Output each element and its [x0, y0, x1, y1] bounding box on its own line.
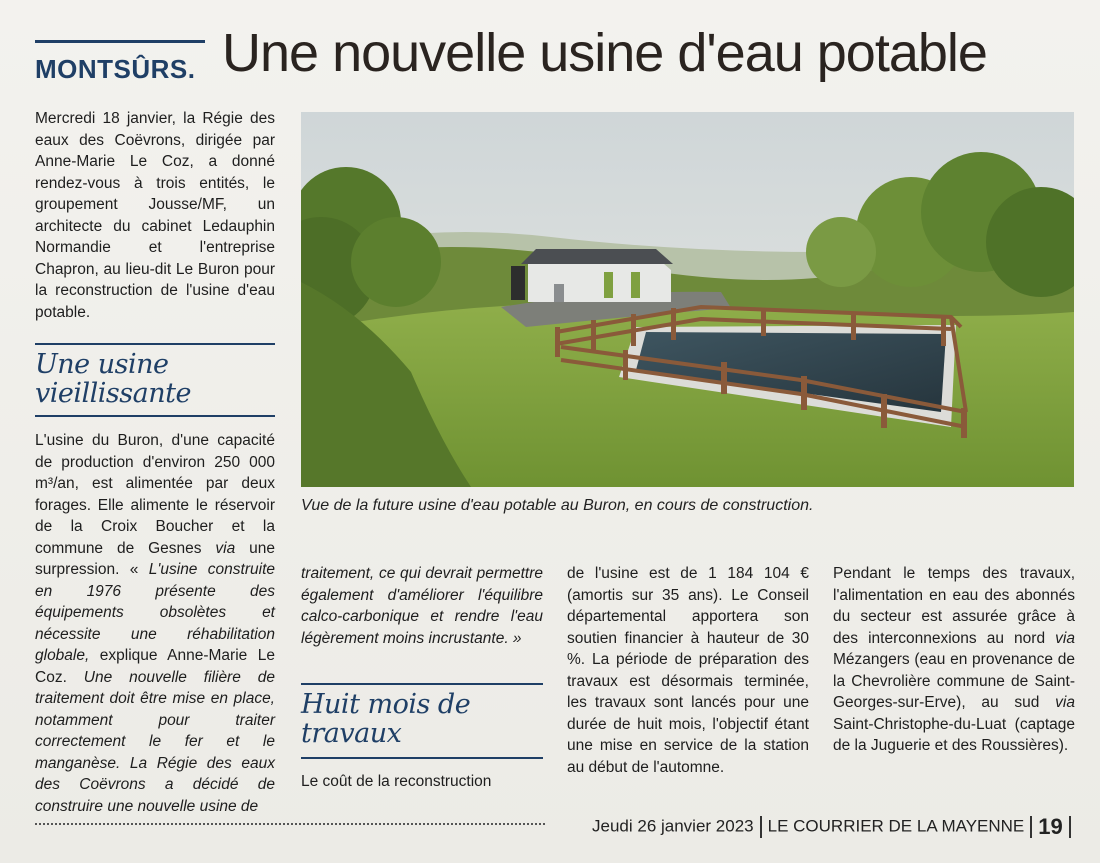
column-2-text: Le coût de la reconstruction	[301, 773, 492, 790]
column-1-body	[35, 430, 275, 817]
footer-date: Jeudi 26 janvier 2023	[592, 816, 754, 836]
text-run: une surpression. «	[35, 539, 275, 578]
quote-text: L'usine construite en 1976 présente des équipements obsolètes et nécessite une réhabilitation globale,	[35, 561, 275, 664]
headline: Une nouvelle usine d'eau potable	[222, 23, 987, 83]
intro-text: Mercredi 18 janvier, la Régie des eaux des Coëvrons, dirigée par Anne-Marie Le Coz, a donné rendez-vous à trois entités, le groupement Jousse/MF, un architecte du cabinet Ledauphin Normandie et l'entreprise Chapron, au lieu-dit Le Buron pour la reconstruction de l'usine d'eau potable.	[35, 110, 275, 321]
footer-publication: LE COURRIER DE LA MAYENNE	[767, 816, 1025, 836]
column-1-text	[35, 430, 275, 817]
column-2-quote	[301, 563, 543, 649]
photo-caption: Vue de la future usine d'eau potable au Buron, en cours de construction.	[301, 497, 814, 514]
location-kicker: MONTSÛRS.	[35, 54, 196, 84]
text-run: L'usine du Buron, d'une capacité de production d'environ 250 000 m³/an, est alimentée par deux forages. Elle alimente le réservoir de la Croix Boucher et la commune de Gesnes	[35, 432, 275, 557]
subhead-rule-bottom	[35, 415, 275, 417]
page-footer	[592, 814, 1077, 840]
footer-dotted-rule	[35, 823, 545, 825]
subhead-usine-vieillissante: Une usine vieillissante	[35, 349, 191, 409]
text-run: Saint-Christophe-du-Luat (captage de la Juguerie et des Roussières).	[833, 715, 1075, 754]
page-number: 19	[1038, 814, 1063, 839]
footer-separator	[1069, 816, 1071, 838]
column-4-text	[833, 563, 1075, 757]
column-3-text: de l'usine est de 1 184 104 € (amortis sur 35 ans). Le Conseil départemental apportera son soutien financier à hauteur de 30 %. La période de préparation des travaux est désormais terminée, les travaux sont lancés pour une durée de huit mois, l'objectif étant une mise en service de la station au début de l'automne.	[567, 565, 809, 776]
column-4-body	[833, 563, 1075, 757]
text-run: Pendant le temps des travaux, l'alimentation en eau des abonnés du secteur est assurée grâce à des interconnexions au nord	[833, 565, 1075, 647]
text-italic: via	[215, 539, 236, 557]
landscape-illustration	[301, 112, 1074, 487]
subhead-huit-mois: Huit mois de travaux	[301, 689, 471, 749]
subhead-rule-top	[35, 343, 275, 345]
intro-paragraph	[35, 108, 275, 323]
text-italic: via	[1055, 629, 1075, 647]
column-2-body	[301, 771, 543, 793]
footer-separator	[760, 816, 762, 838]
kicker-rule	[35, 40, 205, 43]
text-run: explique Anne-Marie Le Coz.	[35, 647, 275, 686]
text-run: Mézangers (eau en provenance de la Chevrolière commune de Saint-Georges-sur-Erve), au sud	[833, 651, 1075, 711]
column-3-body	[567, 563, 809, 778]
text-italic: via	[1055, 694, 1075, 711]
subhead-rule-bottom	[301, 757, 543, 759]
quote-text: traitement, ce qui devrait permettre également d'améliorer l'équilibre calco-carbonique et rendre l'eau légèrement moins incrustante. »	[301, 565, 543, 647]
footer-separator	[1030, 816, 1032, 838]
quote-text: Une nouvelle filière de traitement doit être mise en place, notamment pour traiter correctement le fer et le manganèse. La Régie des eaux des Coëvrons a décidé de construire une nouvelle usine de	[35, 668, 275, 815]
construction-rendering-photo	[301, 112, 1074, 487]
subhead-rule-top	[301, 683, 543, 685]
